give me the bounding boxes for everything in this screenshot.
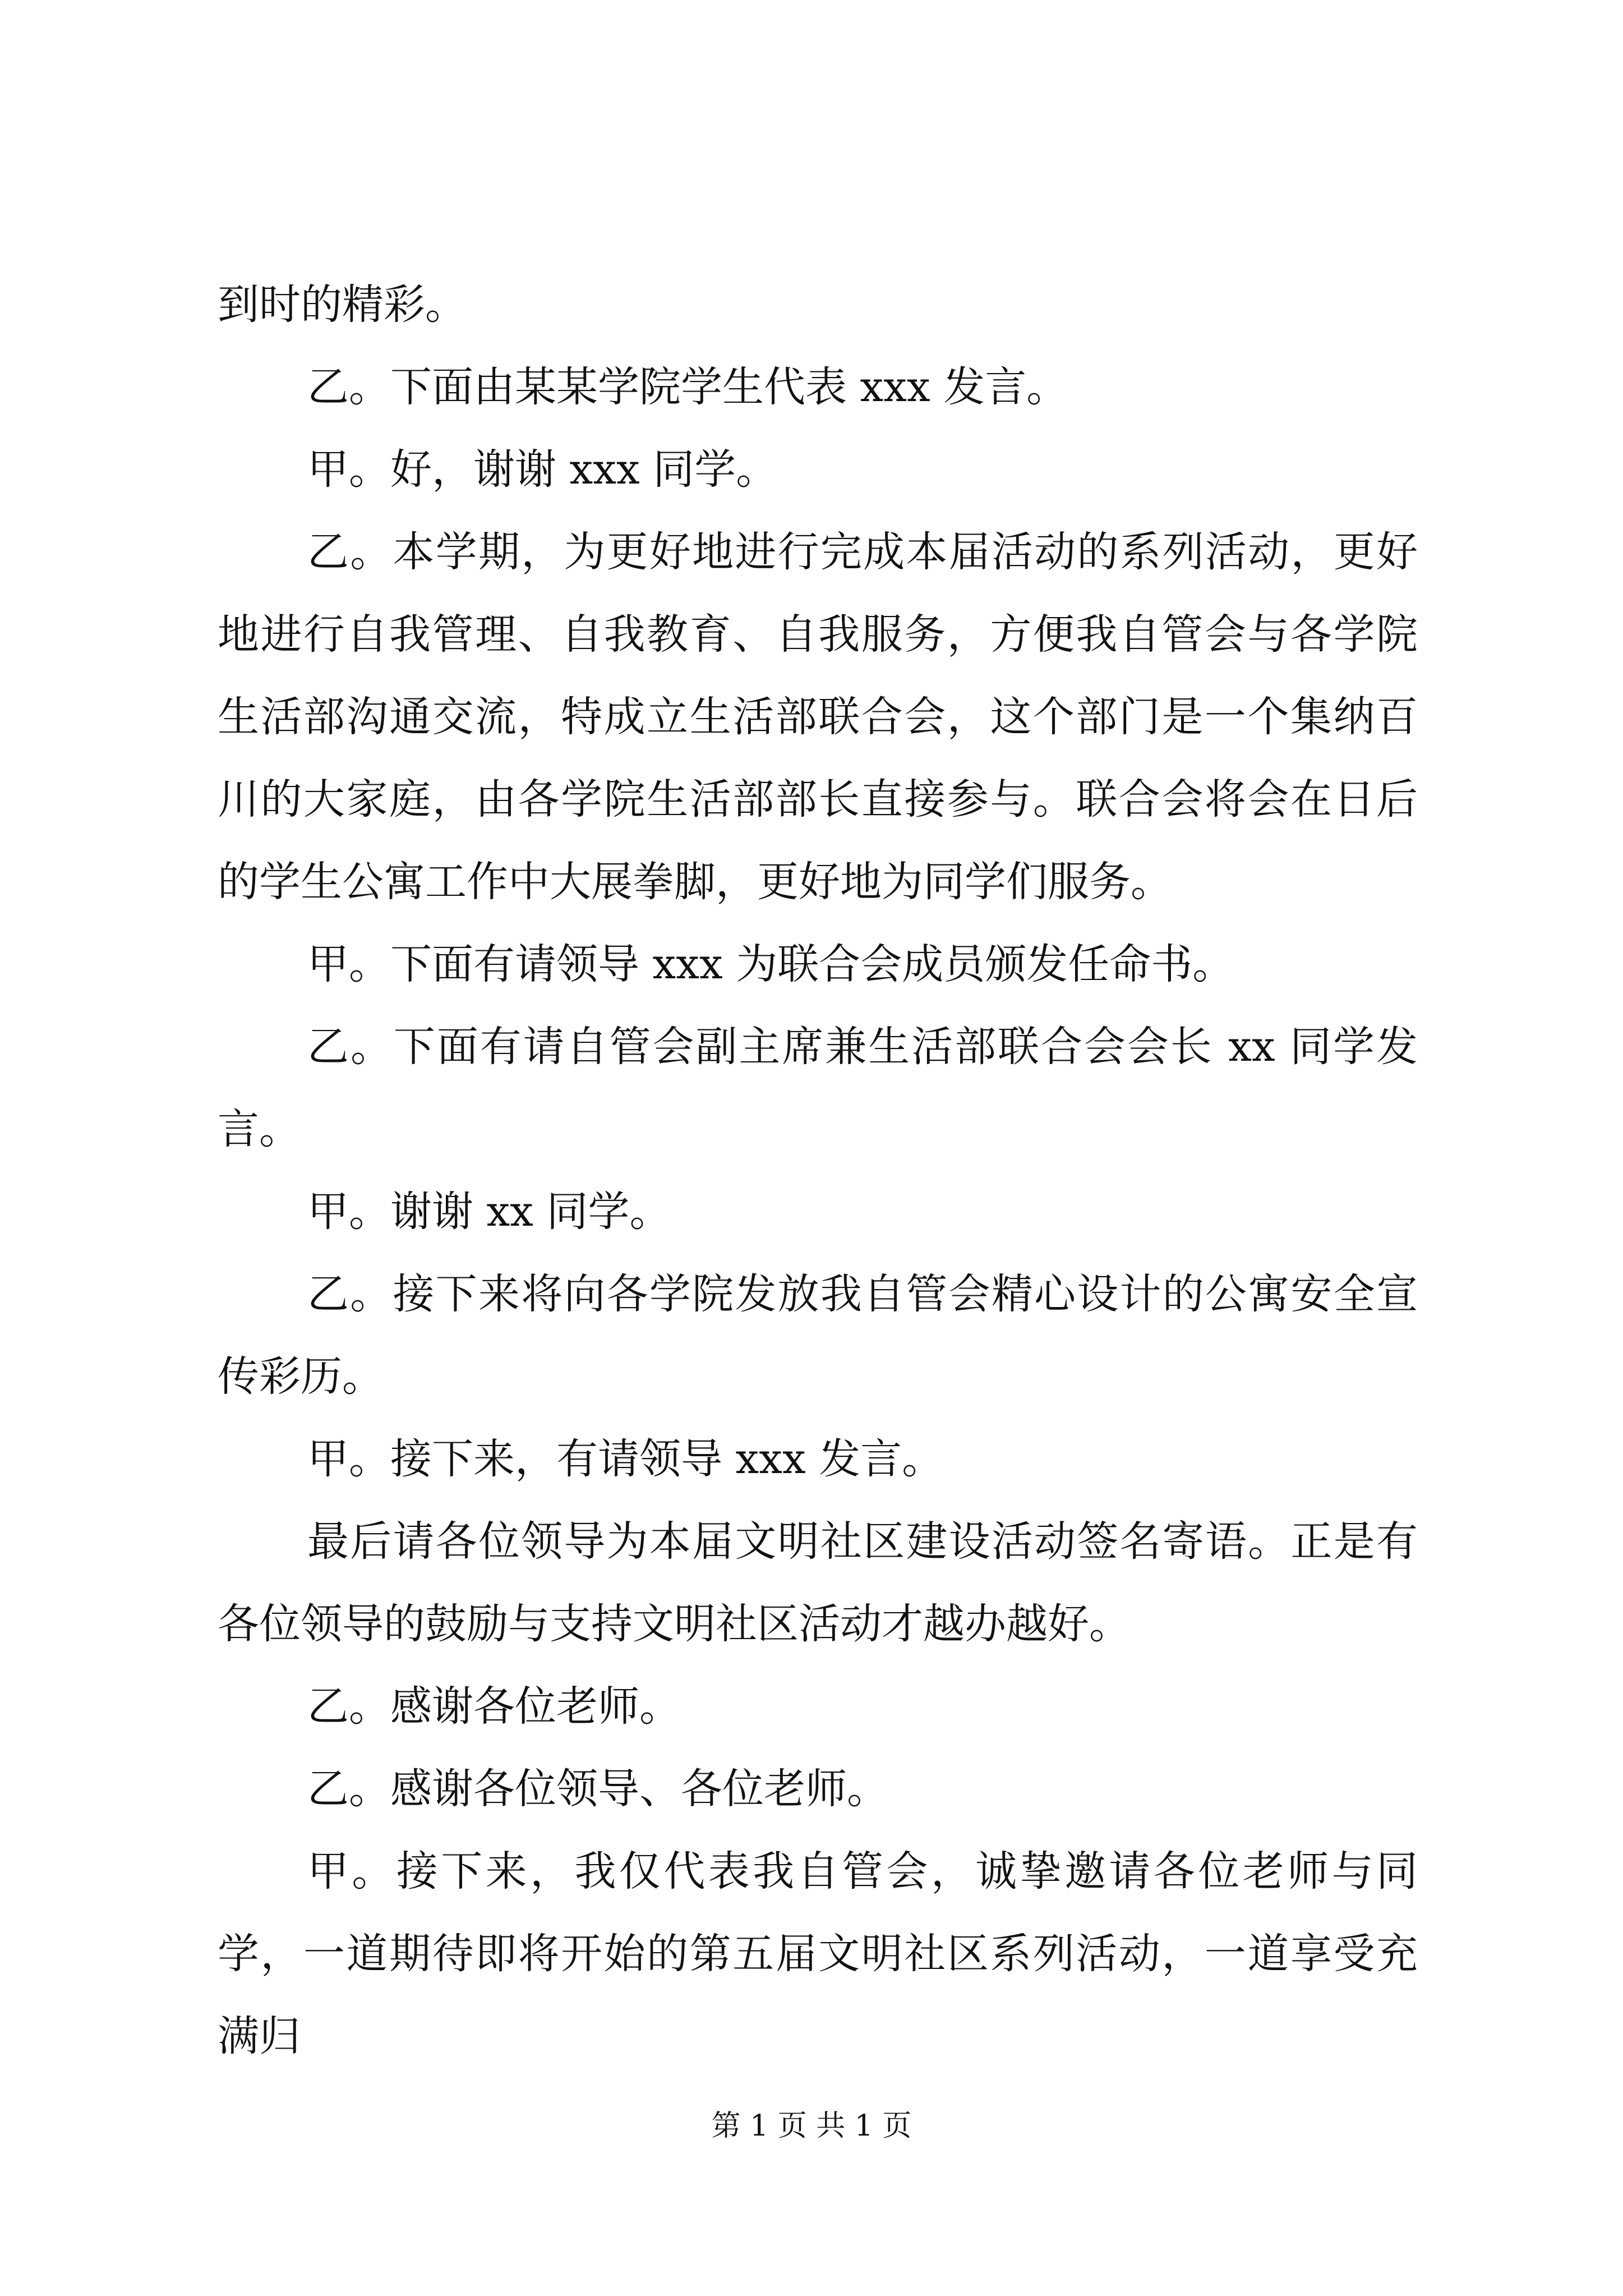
paragraph: 甲。好，谢谢 xxx 同学。 bbox=[307, 445, 778, 494]
paragraph: 最后请各位领导为本届文明社区建设活动签名寄语。正是有各位领导的鼓励与支持文明社区活动才越办越好。 bbox=[218, 1517, 1418, 1648]
page-footer bbox=[0, 2106, 1623, 2146]
paragraph: 甲。接下来，有请领导 xxx 发言。 bbox=[307, 1435, 944, 1483]
paragraph: 乙。接下来将向各学院发放我自管会精心设计的公寓安全宣传彩历。 bbox=[218, 1270, 1418, 1401]
paragraph: 到时的精彩。 bbox=[218, 280, 467, 329]
paragraph: 甲。下面有请领导 xxx 为联合会成员颁发任命书。 bbox=[307, 940, 1234, 988]
paragraph: 甲。谢谢 xx 同学。 bbox=[307, 1188, 671, 1236]
page-number-label: 第 1 页 共 1 页 bbox=[711, 2109, 912, 2143]
paragraph: 乙。感谢各位老师。 bbox=[307, 1682, 681, 1731]
paragraph: 乙。下面有请自管会副主席兼生活部联合会会长 xx 同学发言。 bbox=[218, 1023, 1418, 1153]
paragraph: 甲。接下来，我仅代表我自管会，诚挚邀请各位老师与同学，一道期待即将开始的第五届文明社区系列活动，一道享受充满归 bbox=[218, 1847, 1418, 2060]
paragraph: 乙。下面由某某学院学生代表 xxx 发言。 bbox=[307, 363, 1068, 411]
paragraph: 乙。本学期，为更好地进行完成本届活动的系列活动，更好地进行自我管理、自我教育、自我服务，方便我自管会与各学院生活部沟通交流，特成立生活部联合会，这个部门是一个集纳百川的大家庭，由各学院生活部部长直接参与。联合会将会在日后的学生公寓工作中大展拳脚，更好地为同学们服务。 bbox=[218, 528, 1418, 906]
document-body bbox=[218, 264, 1418, 2078]
paragraph: 乙。感谢各位领导、各位老师。 bbox=[307, 1765, 888, 1813]
